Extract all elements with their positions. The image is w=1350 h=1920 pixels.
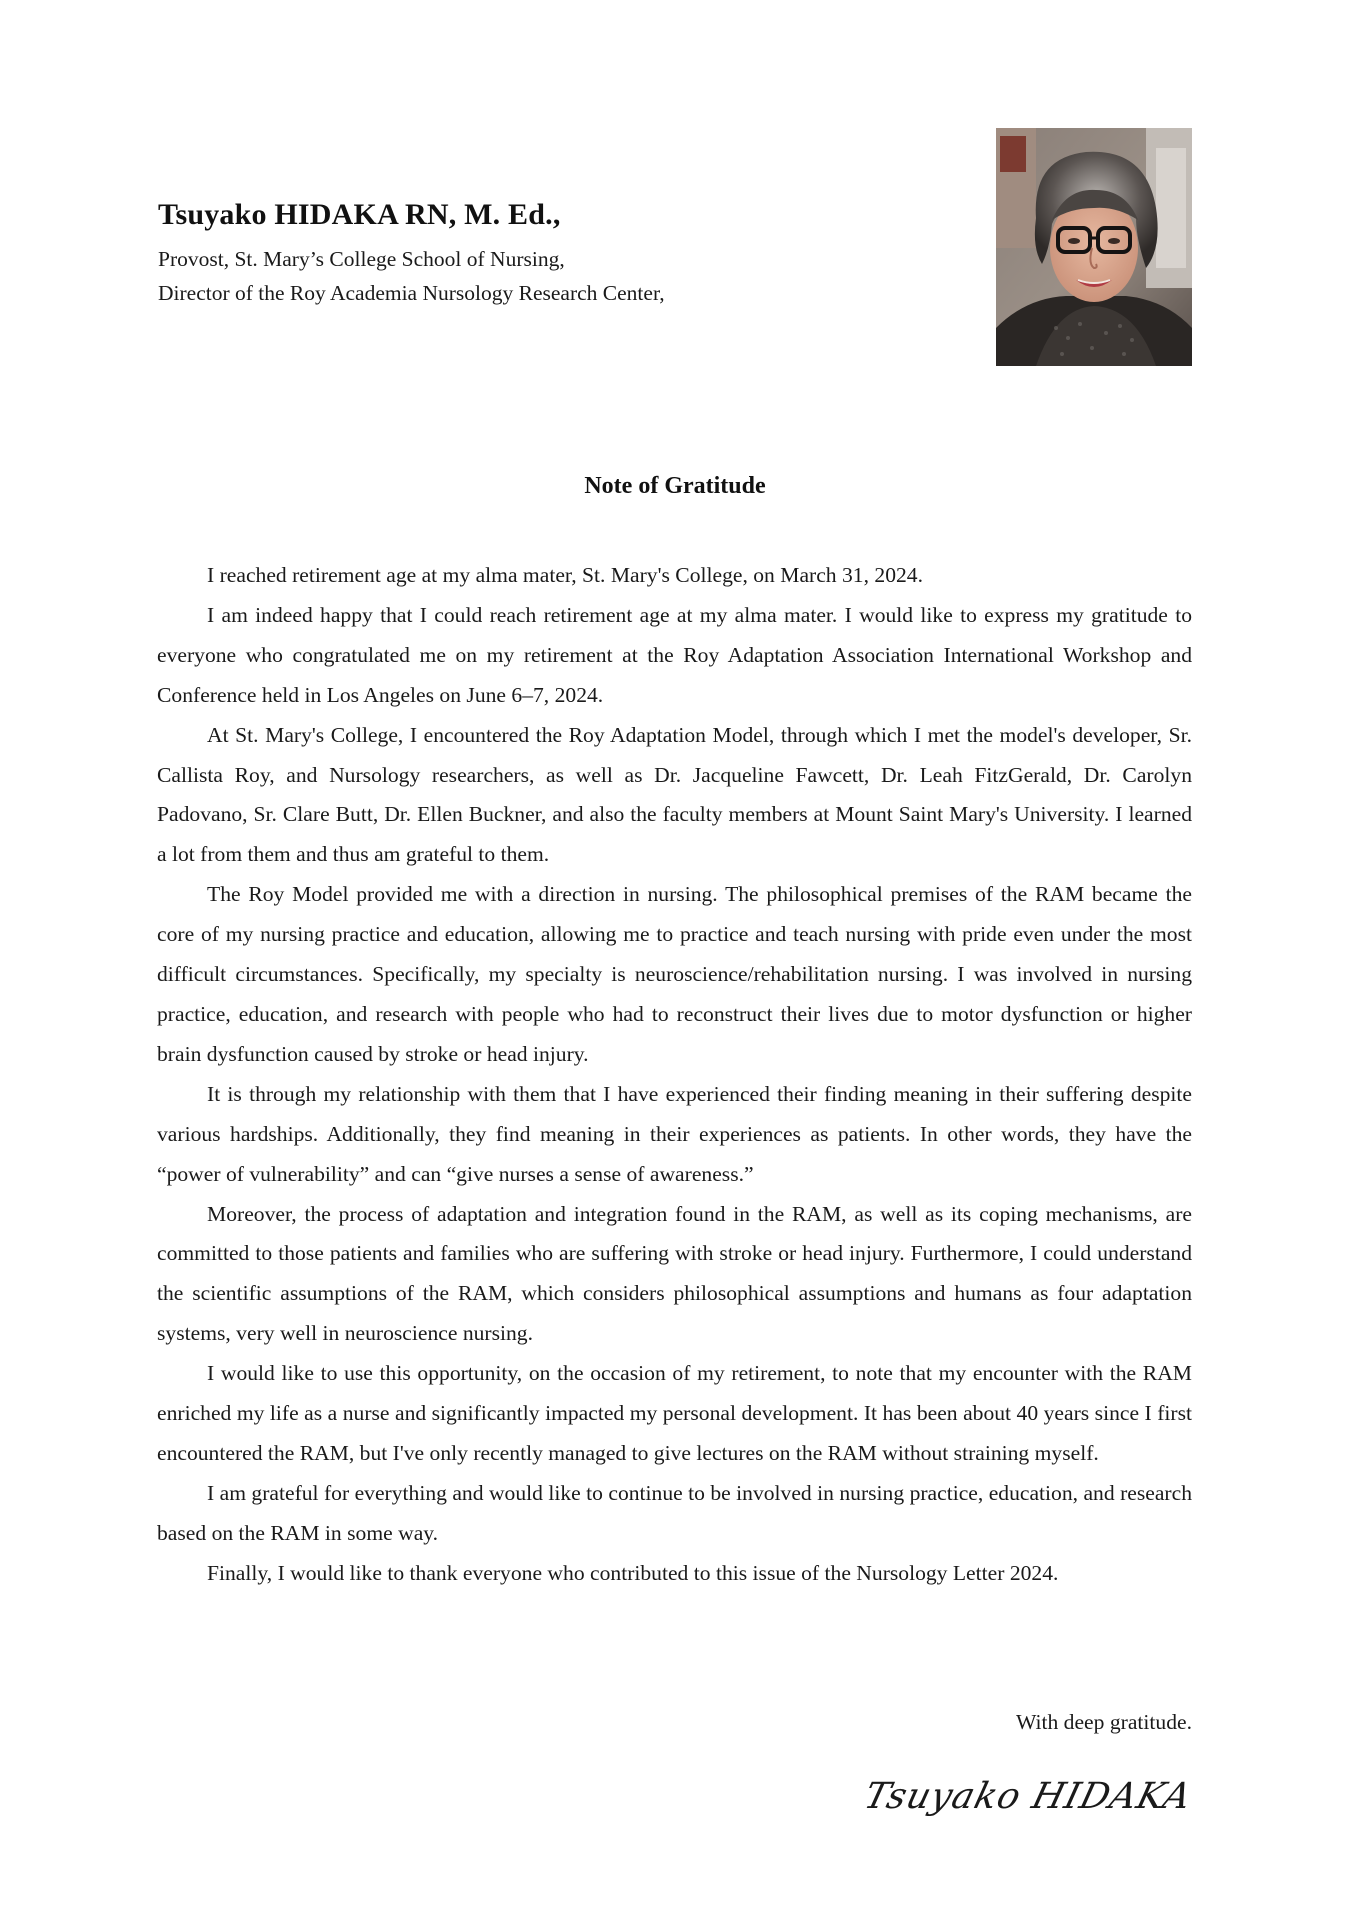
- author-portrait-image: [996, 128, 1192, 366]
- page-title: Note of Gratitude: [584, 473, 766, 499]
- paragraph-7: I would like to use this opportunity, on the occasion of my retirement, to note that my encounter with the RAM enriched my life as a nurse and significantly impacted my personal development. It has been about 40 years since I first encountered the RAM, but I've only recently managed to give lectures on the RAM without straining myself.: [157, 1361, 1192, 1465]
- closing-line: With deep gratitude.: [1015, 1710, 1192, 1734]
- paragraph-8: I am grateful for everything and would like to continue to be involved in nursing practice, education, and research based on the RAM in some way.: [157, 1480, 1192, 1545]
- author-name: Tsuyako HIDAKA RN, M. Ed.,: [158, 198, 561, 231]
- paragraph-1: I reached retirement age at my alma mater, St. Mary's College, on March 31, 2024.: [207, 563, 923, 587]
- paragraph-3: At St. Mary's College, I encountered the Roy Adaptation Model, through which I met the model's developer, Sr. Callista Roy, and Nursology researchers, as well as Dr. Jacqueline Fawcett, Dr. Leah FitzGerald, Dr. Carolyn Padovano, Sr. Clare Butt, Dr. Ellen Buckner, and also the faculty members at Mount Saint Mary's University. I learned a lot from them and thus am grateful to them.: [157, 722, 1192, 867]
- paragraph-9: Finally, I would like to thank everyone who contributed to this issue of the Nursology Letter 2024.: [207, 1560, 1059, 1585]
- signature-text: Tsuyako HIDAKA: [860, 1774, 1192, 1817]
- author-header: [158, 198, 958, 310]
- letter-body: [157, 556, 1192, 1594]
- signature-image: [852, 1760, 1192, 1830]
- paragraph-5: It is through my relationship with them that I have experienced their finding meaning in their suffering despite various hardships. Additionally, they find meaning in their experiences as patients. In other words, they have the “power of vulnerability” and can “give nurses a sense of awareness.”: [157, 1081, 1192, 1186]
- paragraph-6: Moreover, the process of adaptation and integration found in the RAM, as well as its coping mechanisms, are committed to those patients and families who are suffering with stroke or head injury. Furthermore, I could understand the scientific assumptions of the RAM, which considers philosophical assumptions and humans as four adaptation systems, very well in neuroscience nursing.: [157, 1201, 1192, 1346]
- affiliation-director: Director of the Roy Academia Nursology Research Center,: [158, 281, 665, 305]
- paragraph-4: The Roy Model provided me with a direction in nursing. The philosophical premises of the RAM became the core of my nursing practice and education, allowing me to practice and teach nursing with pride even under the most difficult circumstances. Specifically, my specialty is neuroscience/rehabilitation nursing. I was involved in nursing practice, education, and research with people who had to reconstruct their lives due to motor dysfunction or higher brain dysfunction caused by stroke or head injury.: [157, 882, 1192, 1066]
- author-photo: [996, 128, 1192, 366]
- affiliation-provost: Provost, St. Mary’s College School of Nursing,: [158, 247, 565, 271]
- paragraph-2: I am indeed happy that I could reach retirement age at my alma mater. I would like to express my gratitude to everyone who congratulated me on my retirement at the Roy Adaptation Association International Workshop and Conference held in Los Angeles on June 6–7, 2024.: [157, 602, 1192, 707]
- handwritten-signature: [852, 1760, 1192, 1835]
